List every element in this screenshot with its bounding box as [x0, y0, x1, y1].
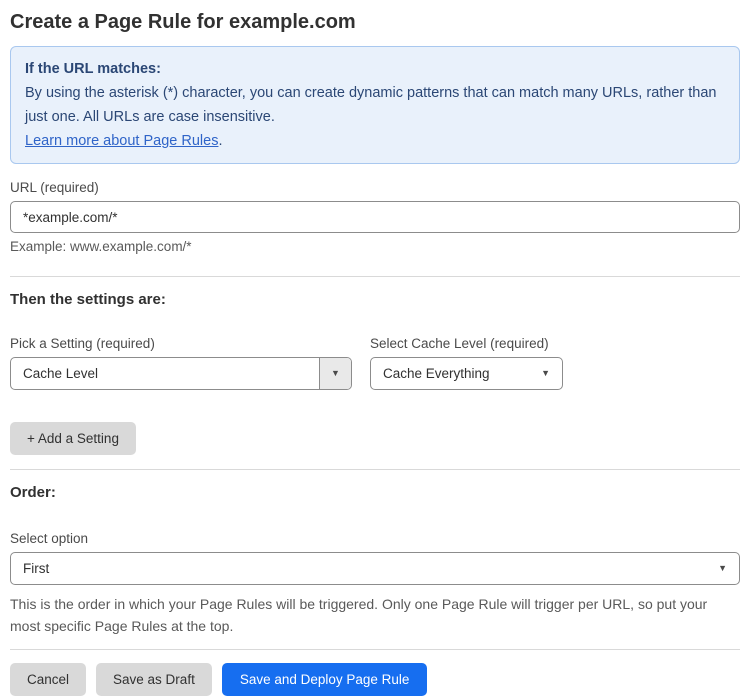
save-and-deploy-button[interactable]: Save and Deploy Page Rule: [222, 663, 428, 696]
save-as-draft-button[interactable]: Save as Draft: [96, 663, 212, 696]
setting-picker-caret-button[interactable]: [319, 358, 351, 389]
caret-down-icon: ▼: [541, 368, 550, 378]
add-setting-button[interactable]: + Add a Setting: [10, 422, 136, 455]
setting-picker-column: [10, 336, 352, 390]
order-helper-text: This is the order in which your Page Rules will be triggered. Only one Page Rule will trigger per URL, so put your most specific Page Rules at the top.: [10, 596, 708, 634]
url-field-label: URL (required): [10, 180, 99, 195]
setting-picker-select[interactable]: [10, 357, 352, 390]
form-actions: [10, 663, 740, 696]
learn-more-link[interactable]: Learn more about Page Rules: [25, 133, 219, 149]
settings-section-heading: Then the settings are:: [10, 291, 166, 308]
cache-level-label: Select Cache Level (required): [370, 336, 549, 351]
divider: [10, 649, 740, 650]
order-select[interactable]: [10, 552, 740, 585]
info-box-link-line: [25, 129, 725, 153]
cache-level-column: [370, 336, 563, 390]
page-title: Create a Page Rule for example.com: [10, 11, 356, 33]
cancel-button[interactable]: Cancel: [10, 663, 86, 696]
cache-level-value: Cache Everything: [383, 366, 490, 381]
caret-down-icon: ▼: [331, 368, 340, 378]
order-select-label: Select option: [10, 531, 89, 546]
url-match-info-box: [10, 46, 740, 164]
url-example-helper: Example: www.example.com/*: [10, 239, 192, 254]
cache-level-select[interactable]: [370, 357, 563, 390]
setting-picker-label: Pick a Setting (required): [10, 336, 155, 351]
order-section-heading: Order:: [10, 484, 56, 501]
setting-picker-value: Cache Level: [23, 366, 99, 381]
info-box-heading: If the URL matches:: [25, 61, 161, 77]
divider: [10, 276, 740, 277]
caret-down-icon: ▼: [718, 563, 727, 573]
url-input[interactable]: [10, 201, 740, 233]
info-box-body: By using the asterisk (*) character, you can create dynamic patterns that can match many URLs, rather than just one. All URLs are case insensitive.: [25, 85, 717, 125]
order-select-value: First: [23, 561, 50, 576]
link-suffix: .: [218, 133, 223, 149]
settings-row: [10, 336, 740, 390]
divider: [10, 469, 740, 470]
